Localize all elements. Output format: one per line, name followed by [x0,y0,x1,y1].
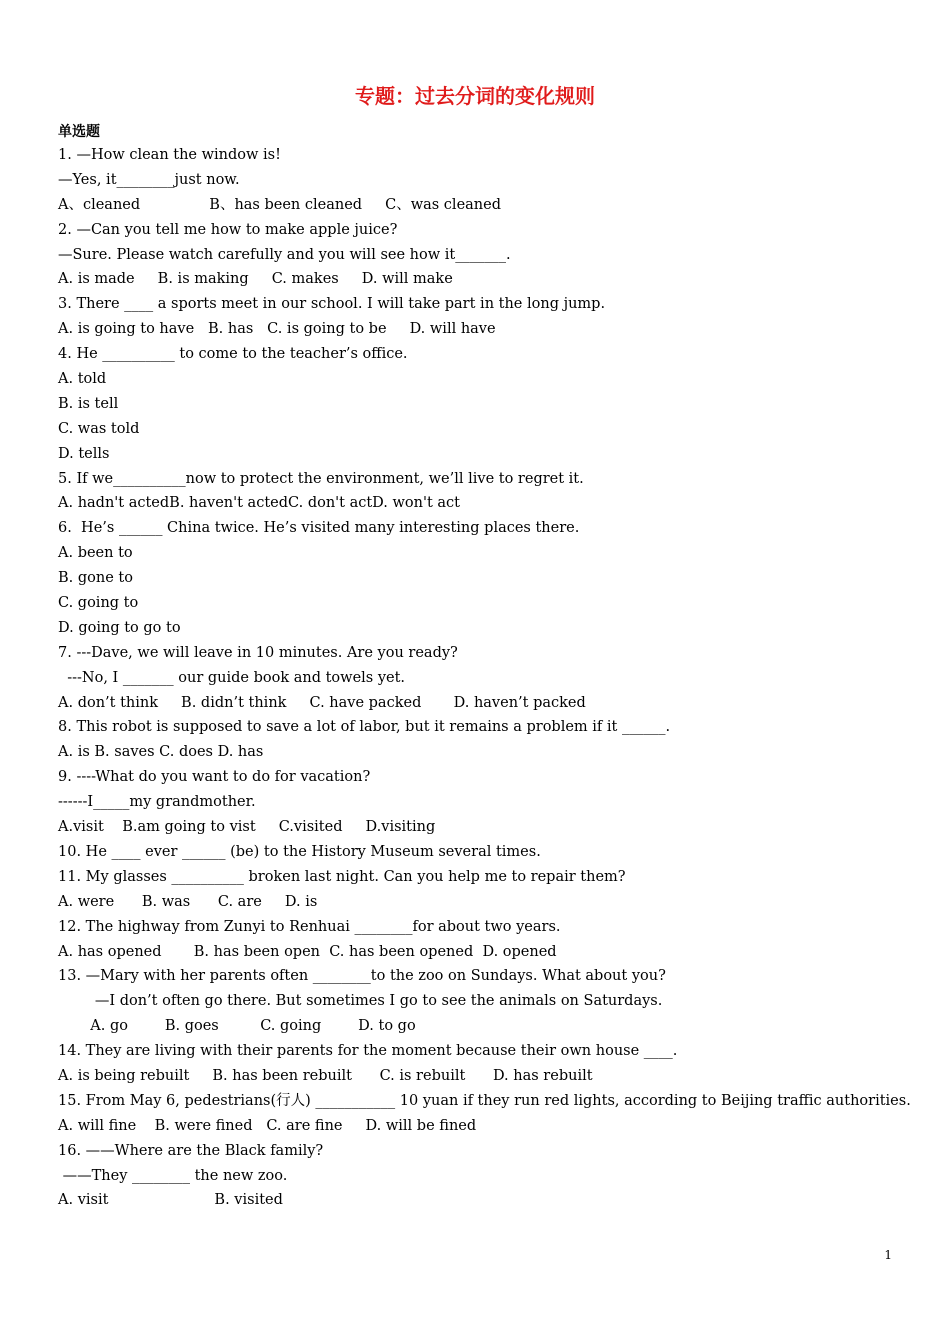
text-line: B. gone to [58,570,133,587]
text-line: A. were B. was C. are D. is [58,893,318,910]
text-line: A. go B. goes C. going D. to go [58,1018,416,1035]
text-line: A. will fine B. were fined C. are fine D. will be fined [58,1117,477,1134]
text-line: A. don’t think B. didn’t think C. have packed D. haven’t packed [58,694,586,711]
text-line: 13. —Mary with her parents often ________to the zoo on Sundays. What about you? [58,968,666,985]
text-line: A. has opened B. has been open C. has been opened D. opened [58,943,557,960]
text-line: 11. My glasses __________ broken last night. Can you help me to repair them? [58,868,626,885]
text-line: —Sure. Please watch carefully and you will see how it_______. [58,246,511,263]
text-line: 14. They are living with their parents for the moment because their own house ____. [58,1043,678,1060]
text-line: A. visit B. visited [58,1192,283,1209]
text-line: 3. There ____ a sports meet in our school. I will take part in the long jump. [58,296,606,313]
text-line: 9. ----What do you want to do for vacation? [58,769,371,786]
text-line: A. is made B. is making C. makes D. will make [58,271,453,288]
text-line: 12. The highway from Zunyi to Renhuai ________for about two years. [58,918,561,935]
text-line: A.visit B.am going to vist C.visited D.visiting [58,819,436,836]
text-line: 4. He __________ to come to the teacher’s office. [58,346,408,363]
text-line: D. tells [58,445,110,462]
text-line: 6. He’s ______ China twice. He’s visited many interesting places there. [58,520,580,537]
text-line: —I don’t often go there. But sometimes I go to see the animals on Saturdays. [58,993,663,1010]
text-line: ---No, I _______ our guide book and towels yet. [58,669,406,686]
page-number: 1 [884,1248,892,1262]
text-line: 8. This robot is supposed to save a lot of labor, but it remains a problem if it ______. [58,719,671,736]
text-line: 7. ---Dave, we will leave in 10 minutes. Are you ready? [58,644,458,661]
text-line: A. hadn't actedB. haven't actedC. don't actD. won't act [58,495,460,512]
text-line: B. is tell [58,395,119,412]
page-title: 专题：过去分词的变化规则 [355,84,595,108]
text-line: C. was told [58,420,140,437]
text-line: A. is going to have B. has C. is going to be D. will have [58,321,496,338]
text-line: ------I_____my grandmother. [58,794,256,811]
question-body [58,143,918,1213]
text-line: A. told [58,371,107,388]
text-line: 5. If we__________now to protect the environment, we’ll live to regret it. [58,470,584,487]
text-line: 16. ——Where are the Black family? [58,1142,324,1159]
text-line: A. is B. saves C. does D. has [58,744,264,761]
text-line: ——They ________ the new zoo. [58,1167,288,1184]
text-line: 2. —Can you tell me how to make apple juice? [58,221,398,238]
text-line: D. going to go to [58,619,181,636]
text-line: 15. From May 6, pedestrians(行人) ___________ 10 yuan if they run red lights, according to Beijing traffic authorities. [58,1092,911,1109]
text-line: A、cleaned B、has been cleaned C、was cleaned [58,196,501,213]
text-line: —Yes, it________just now. [58,171,240,188]
section-heading: 单选题 [58,124,100,140]
text-line: C. going to [58,595,139,612]
text-line: 10. He ____ ever ______ (be) to the History Museum several times. [58,843,541,860]
text-line: A. been to [58,545,133,562]
text-line: 1. —How clean the window is! [58,147,281,163]
text-line: A. is being rebuilt B. has been rebuilt C. is rebuilt D. has rebuilt [58,1067,593,1084]
